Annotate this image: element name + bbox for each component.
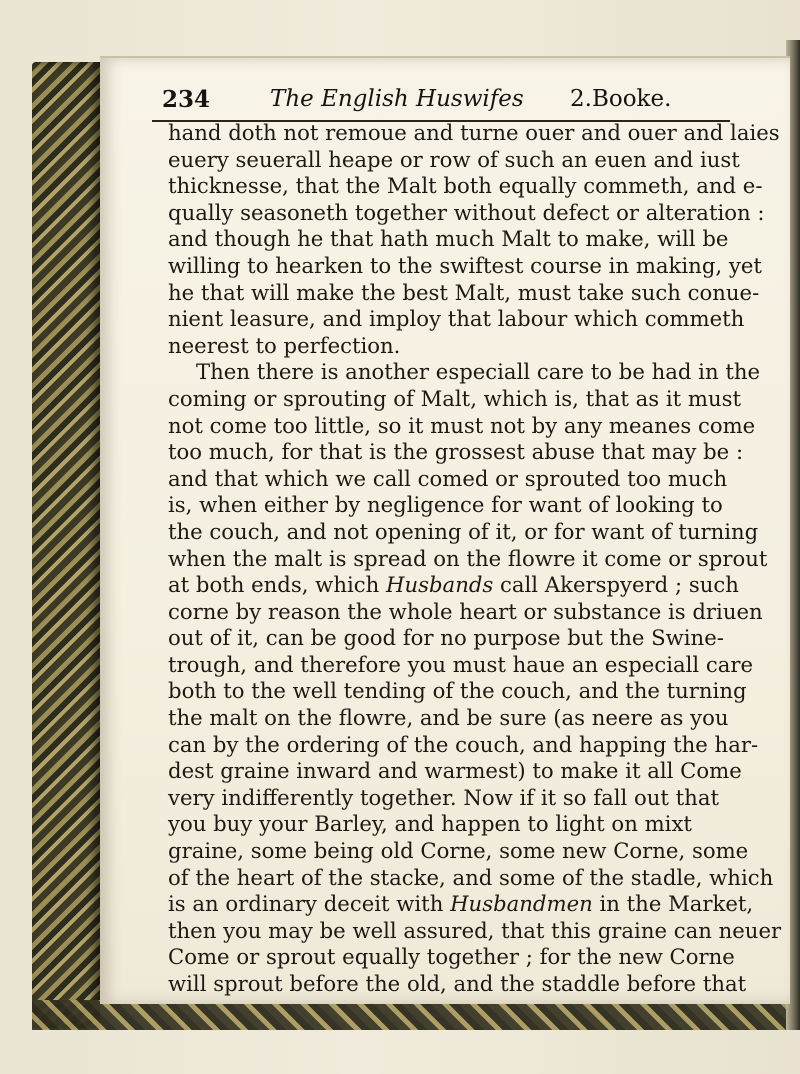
text-line: can by the ordering of the couch, and happing the har-	[168, 731, 759, 757]
text-line: qually seasoneth together without defect or alteration :	[168, 199, 765, 225]
book-binding	[32, 62, 100, 1028]
running-title: The English Huswifes	[270, 86, 524, 112]
book-section-label: 2.Booke.	[570, 86, 672, 112]
text-line: is, when either by negligence for want of looking to	[168, 492, 723, 518]
text-line: then you may be well assured, that this graine can neuer	[168, 917, 782, 943]
text-line: graine, some being old Corne, some new Corne, some	[168, 838, 749, 864]
text-segment: is an ordinary deceit with	[168, 891, 451, 917]
running-header	[150, 84, 790, 118]
italic-term: Husbandmen	[450, 891, 593, 917]
text-line: dest graine inward and warmest) to make it all Come	[168, 758, 742, 784]
book-binding-bottom	[32, 1000, 792, 1030]
text-line: nient leasure, and imploy that labour which commeth	[168, 306, 745, 332]
text-line	[168, 572, 798, 599]
text-line: and that which we call comed or sprouted too much	[168, 465, 728, 491]
text-line: hand doth not remoue and turne ouer and ouer and laies	[168, 120, 780, 145]
text-line: too much, for that is the grossest abuse that may be :	[168, 439, 744, 465]
text-line: willing to hearken to the swiftest course in making, yet	[168, 252, 762, 278]
text-line: Come or sprout equally together ; for the new Corne	[168, 944, 735, 970]
text-line: thicknesse, that the Malt both equally commeth, and e-	[168, 173, 763, 199]
text-line: euery seuerall heape or row of such an euen and iust	[168, 146, 740, 172]
text-line: both to the well tending of the couch, and the turning	[168, 678, 747, 704]
text-line: you buy your Barley, and happen to light on mixt	[168, 811, 692, 837]
text-line: will sprout before the old, and the staddle before that	[168, 971, 747, 996]
text-line: when the malt is spread on the flowre it come or sprout	[168, 545, 768, 571]
text-line: the malt on the flowre, and be sure (as neere as you	[168, 705, 729, 731]
body-text	[168, 120, 798, 998]
text-line: neerest to perfection.	[168, 332, 401, 358]
text-line: coming or sprouting of Malt, which is, that as it must	[168, 385, 742, 411]
text-line: trough, and therefore you must haue an especiall care	[168, 651, 754, 677]
text-line: of the heart of the stacke, and some of the stadle, which	[168, 864, 774, 890]
text-line: out of it, can be good for no purpose but the Swine-	[168, 625, 724, 651]
text-line: he that will make the best Malt, must take such conue-	[168, 279, 760, 305]
text-line: the couch, and not opening of it, or for want of turning	[168, 518, 759, 544]
text-line: Then there is another especiall care to be had in the	[196, 359, 761, 385]
page-number: 234	[162, 86, 211, 113]
italic-term: Husbands	[386, 572, 494, 598]
text-line: not come too little, so it must not by any meanes come	[168, 412, 756, 438]
text-line: and though he that hath much Malt to make, will be	[168, 226, 729, 252]
text-segment: in the Market,	[592, 891, 754, 917]
text-line: very indifferently together. Now if it so fall out that	[168, 784, 719, 810]
text-line	[168, 891, 798, 918]
text-line: corne by reason the whole heart or substance is driuen	[168, 598, 763, 624]
text-segment: at both ends, which	[168, 572, 386, 598]
text-segment: call Akerspyerd ; such	[493, 572, 739, 598]
